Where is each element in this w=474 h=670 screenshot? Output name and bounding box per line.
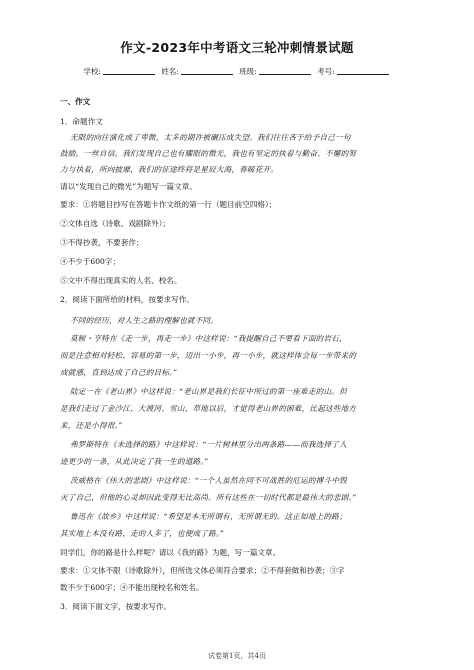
exam-title: 作文-2023年中考语文三轮冲刺情景试题 xyxy=(120,40,354,55)
q1-requirement: ⑤文中不得出现真实的人名、校名。 xyxy=(60,276,182,285)
q1-passage-line: 无限的向往演化成了卑微，太多的期许被碾压成失望。我们往往吝于给予自己一句 xyxy=(70,133,351,142)
q2-passage-line: 不同的经历，对人生之路的理解也就不同。 xyxy=(70,316,219,325)
q2-requirement: 数不少于600字；④不能出现校名和姓名。 xyxy=(60,583,204,592)
name-blank[interactable] xyxy=(181,67,233,75)
q1-passage-line: 力与执着，所向披靡，我们的征途终将是星辰大海，春暖花开。 xyxy=(60,165,279,174)
q1-heading: 1．命题作文 xyxy=(60,117,103,126)
q2-passage-line: 来，还是小得很。” xyxy=(60,421,123,430)
q2-heading: 2．阅读下面所给的材料，按要求写作。 xyxy=(60,295,194,304)
q2-passage-line: 而是注意相对轻松、容易的第一步，迈出一小步，再一小步，就这样体会每一步带来的 xyxy=(60,351,357,360)
q1-requirement: ②文体自选（诗歌、戏剧除外）； xyxy=(60,219,171,228)
class-label: 班级: xyxy=(239,67,257,76)
section-heading: 一、作文 xyxy=(60,97,91,106)
q2-passage-line: 陆定一在《老山界》中这样说：“老山界是我们长征中所过的第一座难走的山。但 xyxy=(70,387,347,396)
q2-passage-line: 灭了自己，但他的心灵却因此变得无比高尚。所有这些在一切时代都是最伟大的悲剧。” xyxy=(60,493,357,502)
q1-passage-line: 鼓励，一丝自信。我们发现自己也有耀眼的微光，我也有坚定的执着与勤奋、不懈的努 xyxy=(60,149,357,158)
q2-passage-line: 迹更少的一条，从此决定了我一生的道路。” xyxy=(60,457,209,466)
q2-passage-line: 弗罗斯特在《未选择的路》中这样说：“一片树林里分出两条路——而我选择了人 xyxy=(70,440,347,449)
page-footer: 试卷第1页，共4页 xyxy=(208,652,266,660)
q3-heading: 3．阅读下面文字，按要求写作。 xyxy=(60,602,172,611)
q2-passage-line: 成就感，直到达成了自己的目标。” xyxy=(60,368,178,377)
q2-passage-line: 是我们走过了金沙江、大渡河、雪山、草地以后，才觉得老山界的困难，比起这些地方 xyxy=(60,404,357,413)
school-blank[interactable] xyxy=(103,67,155,75)
student-info-row xyxy=(0,66,474,77)
q1-prompt: 请以“发现自己的微光”为题写一篇文章。 xyxy=(60,182,197,191)
q2-passage-line: 其实地上本没有路，走的人多了，也便成了路。” xyxy=(60,529,224,538)
q2-passage-line: 莫顿・亨特在《走一步，再走一步》中这样说：“我提醒自己不要看下面的岩石， xyxy=(70,334,347,343)
q2-requirement: 要求：①文体不限（诗歌除外），但所选文体必须符合要求；②不得套做和抄袭；③字 xyxy=(60,566,345,575)
q1-requirement: 要求：①将题目抄写在答题卡作文纸的第一行（题目前空四格）； xyxy=(60,200,277,209)
name-label: 姓名: xyxy=(161,67,179,76)
q1-requirement: ④不少于600字； xyxy=(60,257,121,266)
q1-requirement: ③不得抄袭，不要套作； xyxy=(60,238,144,247)
exam-no-blank[interactable] xyxy=(337,67,389,75)
q2-prompt: 同学们，你的路是什么样呢？请以《我的路》为题，写一篇文章。 xyxy=(60,548,281,557)
class-blank[interactable] xyxy=(259,67,311,75)
q2-passage-line: 鲁迅在《故乡》中这样说：“希望是本无所谓有，无所谓无的。这正如地上的路； xyxy=(70,512,347,521)
school-label: 学校: xyxy=(83,67,101,76)
exam-no-label: 考号: xyxy=(317,67,335,76)
q2-passage-line: 茨威格在《伟大的悲剧》中这样说：“一个人虽然在同不可战胜的厄运的搏斗中毁 xyxy=(70,476,347,485)
